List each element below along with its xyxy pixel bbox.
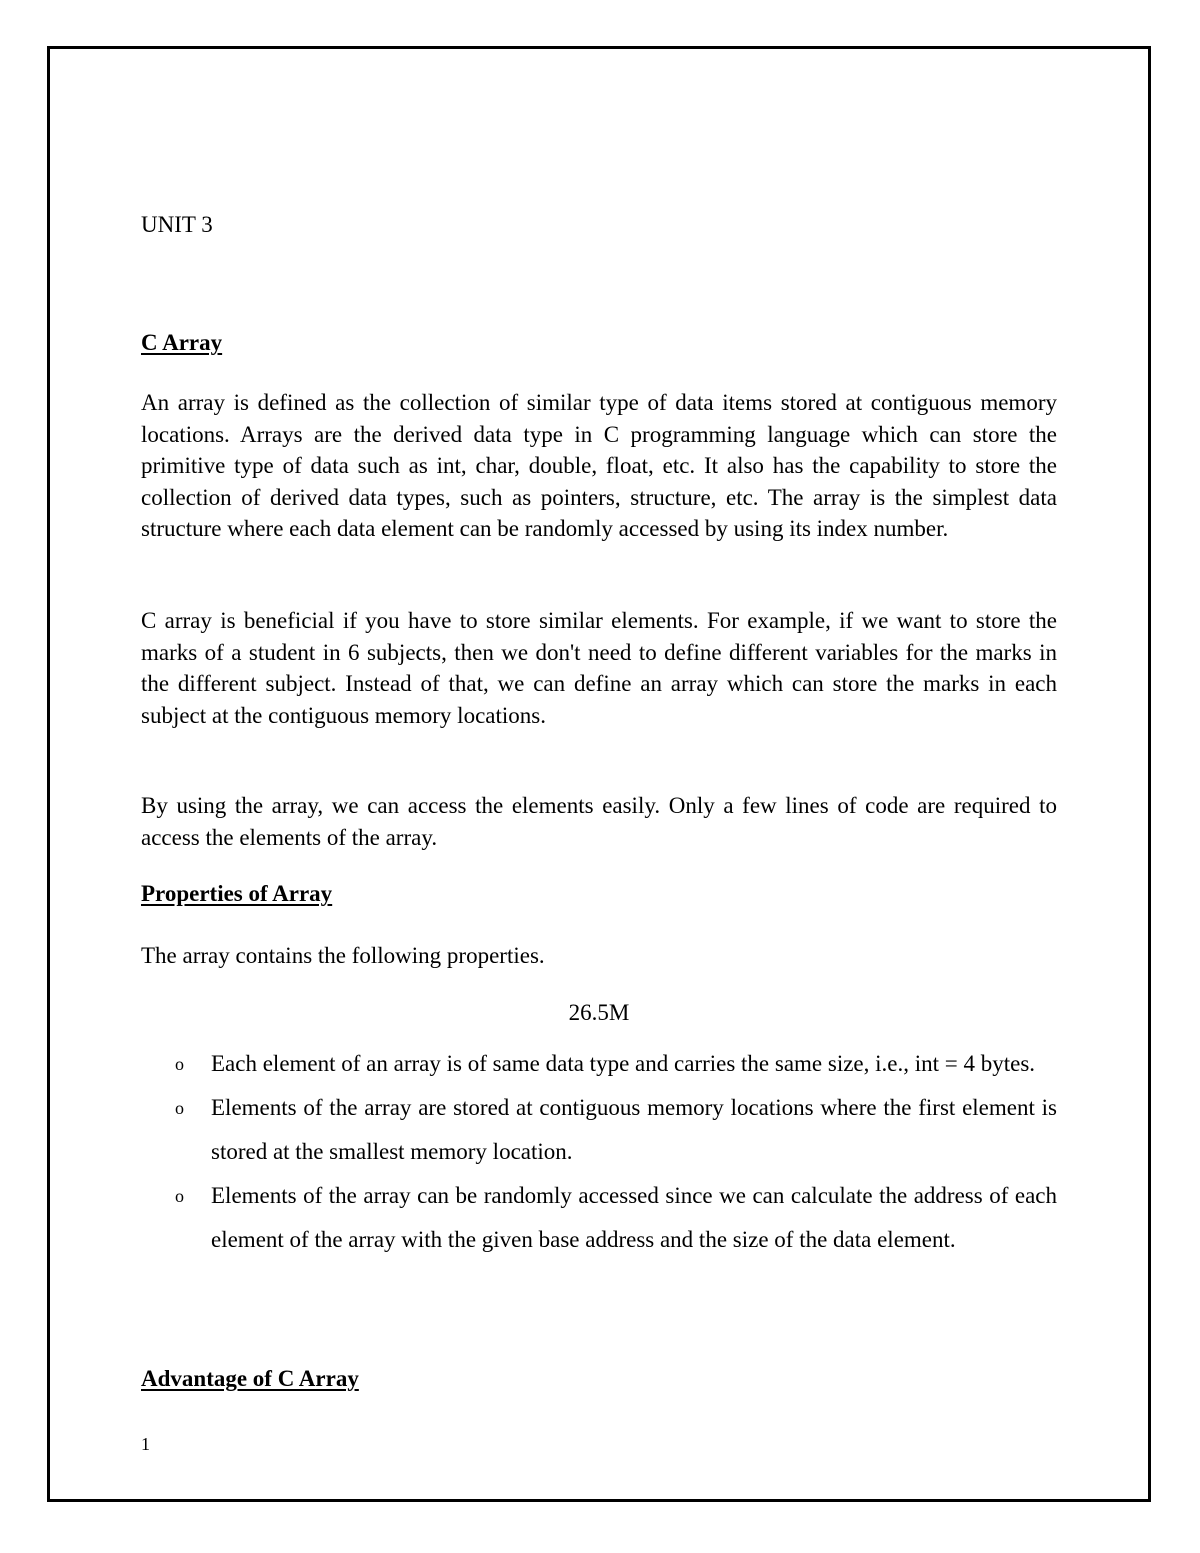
unit-title: UNIT 3 [141,212,213,237]
list-item [141,1042,1057,1086]
bullet-circle-icon: o [175,1054,184,1074]
properties-intro: The array contains the following properties. [141,943,545,968]
paragraph-array-benefit: C array is beneficial if you have to store similar elements. For example, if we want to store the marks of a student in 6 subjects, then we don't need to define different variables for the marks in the different subject. Instead of that, we can define an array which can store the marks in each subject at the contiguous memory locations. [141,608,1057,728]
bullet-circle-icon: o [175,1098,184,1118]
heading-c-array: C Array [141,330,223,355]
list-item-text: Each element of an array is of same data type and carries the same size, i.e., int = 4 bytes. [211,1051,1036,1076]
paragraph-array-access: By using the array, we can access the elements easily. Only a few lines of code are required to access the elements of the array. [141,793,1057,850]
centered-note: 26.5M [568,1000,630,1025]
list-item-text: Elements of the array are stored at contiguous memory locations where the first element is stored at the smallest memory location. [211,1095,1057,1164]
list-item [141,1174,1057,1262]
list-item [141,1086,1057,1174]
paragraph-array-definition: An array is defined as the collection of similar type of data items stored at contiguous memory locations. Arrays are the derived data type in C programming language which can store the primitive type of data such as int, char, double, float, etc. It also has the capability to store the collection of derived data types, such as pointers, structure, etc. The array is the simplest data structure where each data element can be randomly accessed by using its index number. [141,390,1057,541]
bullet-circle-icon: o [175,1186,184,1206]
page-number: 1 [141,1434,150,1454]
heading-advantage-of-c-array: Advantage of C Array [141,1366,359,1391]
heading-properties-of-array: Properties of Array [141,881,333,906]
list-item-text: Elements of the array can be randomly accessed since we can calculate the address of each element of the array with the given base address and the size of the data element. [211,1183,1057,1252]
page-border [47,46,1151,1502]
properties-list [141,1042,1057,1262]
